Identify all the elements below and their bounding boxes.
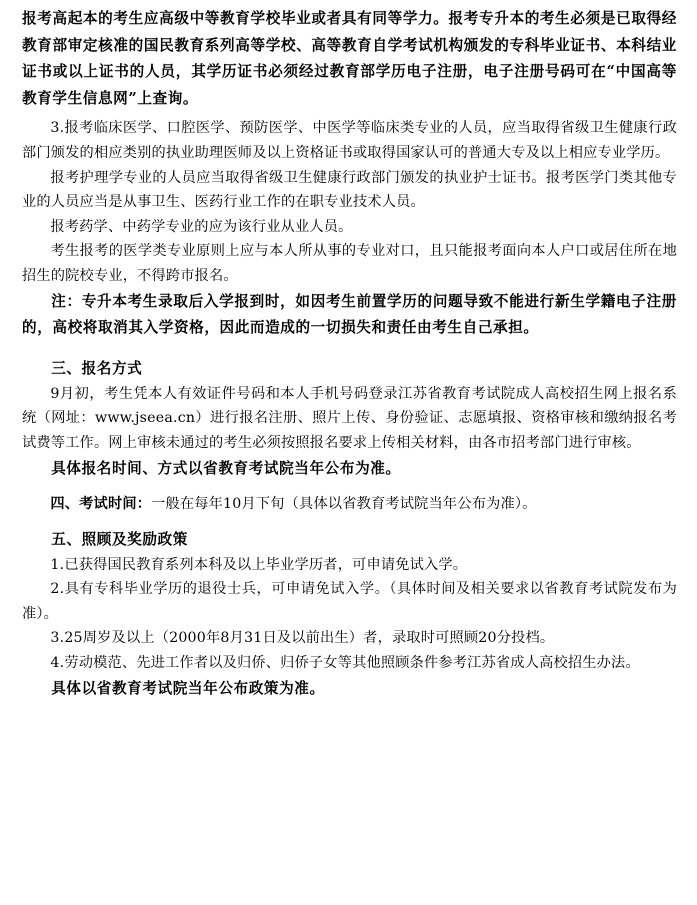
heading-preferential-policy: 五、照顾及奖励政策 bbox=[51, 530, 188, 548]
heading-registration-method: 三、报名方式 bbox=[51, 359, 143, 377]
paragraph-registration-notice: 具体报名时间、方式以省教育考试院当年公布为准。 bbox=[51, 459, 401, 477]
paragraph-nursing-requirement: 报考护理学专业的人员应当取得省级卫生健康行政部门颁发的执业护士证书。报考医学门类其他专业的人员应当是从事卫生、医药行业工作的在职专业技术人员。 bbox=[22, 169, 677, 211]
policy-item-3: 3.25周岁及以上（2000年8月31日及以前出生）者，录取时可照顾20分投档。 bbox=[50, 630, 555, 647]
paragraph-policy-notice: 具体以省教育考试院当年公布政策为准。 bbox=[51, 679, 325, 697]
exam-time-text: 一般在每年10月下旬（具体以省教育考试院当年公布为准）。 bbox=[151, 496, 537, 513]
paragraph-medical-major-rule: 考生报考的医学类专业原则上应与本人所从事的专业对口，且只能报考面向本人户口或居住所在地招生的院校专业，不得跨市报名。 bbox=[22, 243, 677, 284]
paragraph-clinical-requirement: 3.报考临床医学、口腔医学、预防医学、中医学等临床类专业的人员，应当取得省级卫生健康行政部门颁发的相应类别的执业助理医师及以上资格证书或取得国家认可的普通大专及以上相应专业学历。 bbox=[22, 120, 677, 161]
paragraph-note: 注：专升本考生录取后入学报到时，如因考生前置学历的问题导致不能进行新生学籍电子注册的，高校将取消其入学资格，因此而造成的一切损失和责任由考生自己承担。 bbox=[22, 292, 677, 337]
paragraph-exam-time bbox=[22, 492, 677, 517]
policy-item-1: 1.已获得国民教育系列本科及以上毕业学历者，可申请免试入学。 bbox=[50, 556, 468, 573]
policy-item-2: 2.具有专科毕业学历的退役士兵，可申请免试入学。（具体时间及相关要求以省教育考试院发布为准）。 bbox=[22, 581, 677, 622]
paragraph-registration-process: 9月初，考生凭本人有效证件号码和本人手机号码登录江苏省教育考试院成人高校招生网上报名系统（网址：www.jseea.cn）进行报名注册、照片上传、身份验证、志愿填报、资格审核和缴纳报名考试费等工作。网上审核未通过的考生必须按照报名要求上传相关材料，由各市招考部门进行审核。 bbox=[22, 385, 677, 451]
paragraph-eligibility: 报考高起本的考生应高级中等教育学校毕业或者具有同等学力。报考专升本的考生必须是已取得经教育部审定核准的国民教育系列高等学校、高等教育自学考试机构颁发的专科毕业证书、本科结业证书或以上证书的人员，其学历证书必须经过教育部学历电子注册，电子注册号码可在“中国高等教育学生信息网”上查询。 bbox=[22, 10, 677, 107]
paragraph-pharmacy-requirement: 报考药学、中药学专业的应为该行业从业人员。 bbox=[50, 218, 353, 235]
policy-item-4: 4.劳动模范、先进工作者以及归侨、归侨子女等其他照顾条件参考江苏省成人高校招生办法。 bbox=[50, 655, 640, 672]
heading-exam-time: 四、考试时间： bbox=[50, 496, 152, 513]
